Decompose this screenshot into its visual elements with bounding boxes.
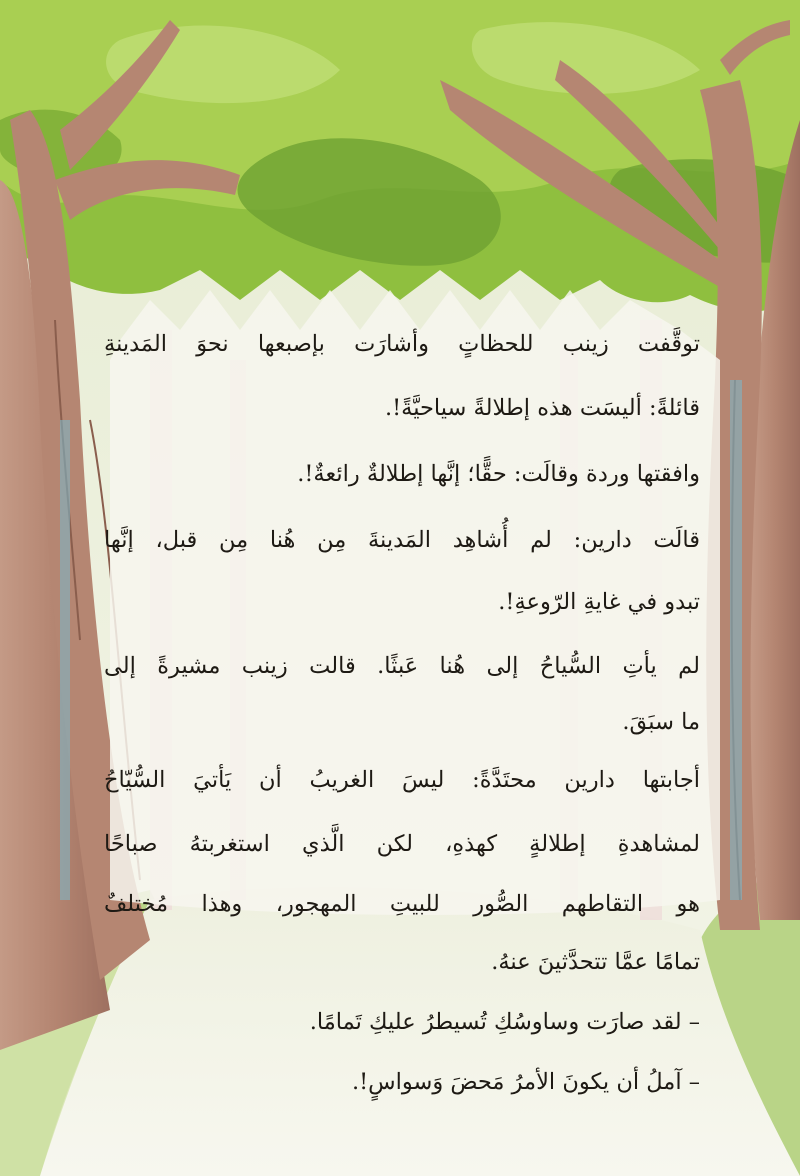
story-line: – آملُ أن يكونَ الأمرُ مَحضَ وَسواسٍ!. bbox=[351, 1069, 700, 1095]
story-line: توقَّفت زينب للحظاتٍ وأشارَت بإصبعها نحوَ المَدينةِ bbox=[104, 331, 700, 357]
tree-canopy bbox=[0, 0, 800, 311]
story-line: ما سبَقَ. bbox=[622, 709, 700, 735]
story-line: تمامًا عمَّا تتحدَّثينَ عنهُ. bbox=[491, 949, 700, 975]
story-line: تبدو في غايةِ الرّوعةِ!. bbox=[498, 589, 700, 615]
story-line: لم يأتِ السُّياحُ إلى هُنا عَبثًا. قالت زينب مشيرةً إلى bbox=[104, 653, 700, 679]
story-text bbox=[100, 322, 700, 1122]
story-line: أجابتها دارين محتَدَّةً: ليسَ الغريبُ أن يَأتيَ السُّيّاحُ bbox=[104, 767, 700, 793]
story-line: هو التقاطهم الصُّور للبيتِ المهجور، وهذا مُختلفٌ bbox=[104, 891, 700, 917]
story-line: قالَت دارين: لم أُشاهِد المَدينةَ مِن هُنا مِن قبل، إنَّها bbox=[104, 527, 700, 553]
story-line: لمشاهدةِ إطلالةٍ كهذهِ، لكن الَّذي استغربتهُ صباحًا bbox=[104, 831, 700, 857]
story-line: – لقد صارَت وساوسُكِ تُسيطرُ عليكِ تَمامًا. bbox=[309, 1009, 700, 1035]
story-line: وافقتها وردة وقالَت: حقًّا؛ إنَّها إطلالةٌ رائعةٌ!. bbox=[297, 461, 700, 487]
story-line: قائلةً: أليسَت هذه إطلالةً سياحيَّةً!. bbox=[384, 395, 700, 421]
